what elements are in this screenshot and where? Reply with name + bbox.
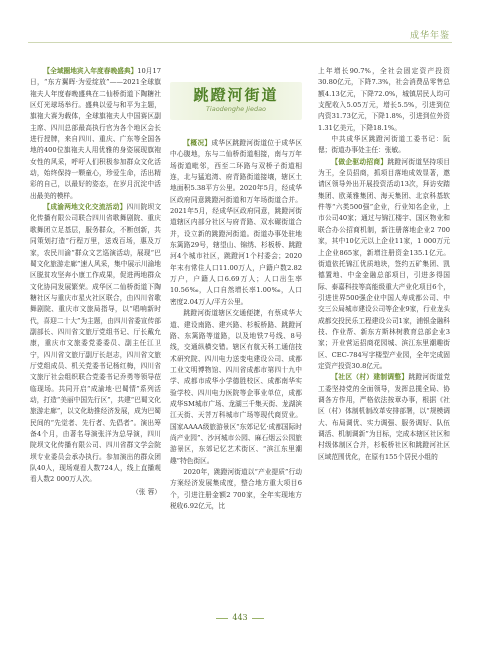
header-rule	[28, 42, 452, 43]
paragraph: 2020年，跳蹬河街道以“产业提质”行动方案经济发展集成度，整合地方重大项目6个，引进注册金额2 700家，全年实现地方税收6.92亿元，比	[170, 467, 302, 510]
author-note: （张 蓉）	[132, 487, 161, 496]
paragraph: 跳蹬河街道辖区交通便捷，有蔡成华大道、建设南路、建兴路、杉板桥路、跳蹬河路、东篱路等道路，以及地铁7号线、8号线，交通纵横交错。辖区有航天科工通信技术研究院、四川电力送变电建设公司、成都工业文明博物馆、四川省成都市第四十九中学、成都市成华小学德胜校区、成都南华实验学校、四川电力医院等企事业单位，成都成华SM城市广场、龙湖三千集天街、龙湖滨江天街、天菩万科城市广场等现代商贸业。国家AAAA级旅游景区“东郊记忆·成都国际时尚产业园”、沙河城市公园、麻石烟云公园旅游景区，东郊记忆艺术街区、“滨江东里潮趣”特色街区。	[170, 309, 302, 465]
article-title-banner	[170, 76, 302, 136]
page-number: 443	[232, 613, 248, 622]
section-heading: 【概况】	[183, 139, 212, 147]
section-heading: 【社区（村）建制调整】	[331, 373, 409, 382]
section-heading: 【成渝两地文化交流活动】	[43, 203, 127, 212]
section-heading: 【全域圈地宾入年度春晚盛典】	[43, 67, 138, 75]
column-middle	[170, 138, 302, 512]
column-left	[30, 66, 161, 498]
article-subtitle: Tiaodenghe Jiedao	[205, 105, 267, 113]
footer-rule-left	[216, 618, 228, 619]
paragraph: 【全域圈地宾入年度春晚盛典】10月17日，“东方翼晖·为爱绽放”——2021全球旗袍夫人年度春晚盛典在二仙桥街道下陶糖社区灯光球场举行。盛典以爱与和平为主题，旗袍大赛为载体，全球旗袍夫人中国赛区副主席、四川总部最高执行官为各个地区会长进行授牌，来自四川、重庆、广东等全国各地的400位旗袍夫人用优雅的身姿展现旗袍女性的风采，呼吁人们积极参加群众文化活动，始终保持一颗童心，珍爱生命，活出精彩的自己，以最好的姿态，在岁月沉淀中活出最美的模样。	[30, 67, 162, 200]
footer-rule-right	[252, 618, 264, 619]
article-title: 跳蹬河街道	[193, 86, 279, 104]
column-right	[318, 66, 450, 463]
paragraph: 【概况】成华区跳蹬河街道位于成华区中心腹地，东与二仙桥街道相接，南与万年场街道毗邻，西至二环路与双桥子街道相连，北与猛追湾、府青路街道接壤，辖区土地面积5.38平方公里。2020年5月，经成华区政府同意跳蹬河街道和万年场街道合并。2021年5月，经成华区政府同意，跳蹬河街道辖区内部分社区与府青路、双水碾街道合并，设立新的跳蹬河街道。街道办事处驻地东篱路29号，辖望山、锦绣、杉板桥、跳蹬河4个城市社区，跳蹬河1个村委会；2020年末有常住人口11.00万人，户籍户数2.82万户，户籍人口6.69万人；人口出生率10.56‰，人口自然增长率1.00‰，人口密度2.04万人/平方公里。	[170, 139, 303, 306]
paragraph: 【做企驱动招商】跳蹬河街道坚持项目为王，全员招商，抓项目落地成效显著，邀请区领导外出开展投资活动13次，拜访安踏集团、欧莱雅集团、海天集团、北京科基软件等“六类500强”企业，行业知名企业，上市公司40家；通过与锦江楼宇、国区物业和联合办公招商机制，新注册落地企业2 700家，其中10亿元以上企业11家，1 000万元上企业865家，新增注册资金135.1亿元。街道依托锦江优质地块，签约五矿集团、凯德置地、中金金融总部项目，引进多得国际、泰嘉科技等高能级重大产业化项目6个，引进世界500强企业中国人寿成都公司、中交三公局城市建设公司等企业9家，行业龙头成都交投民乐工程建设公司1家，浦银金融科技、作业帮、新东方斯林树教育总部企业3家；开业营运招商花园城、滨江东里潮趣街区、CEC-784写字楼型产业园，全年完成固定资产投资30.8亿元。	[318, 157, 451, 370]
page-footer	[0, 613, 480, 622]
running-header: 成华年鉴	[409, 31, 450, 41]
section-heading: 【做企驱动招商】	[331, 157, 388, 166]
paragraph: 【社区（村）建制调整】跳蹬河街道党工委坚持党的全面领导，发挥总揽全局、协调各方作用，严格依法按章办事，根据《社区（村）体制机制改革安排部署，以“规模调大、布局调优、实力调强、服务调好、队伍调活、机制调新”为目标，完成本辖区社区和村级体制区合并，杉板桥社区和跳蹬河社区区域范围优化，在原有155个居民小组的	[318, 373, 451, 461]
paragraph: 【成渝两地文化交流活动】四川院坝文化传播有限公司联合四川省歌舞剧院、重庆歌舞团立足基层，服务群众，不断创新，共同策划打造“行程万里，送戏百场，惠及万家，农民川渝”群众文艺巡演活动，展现“巴蜀文化旅游走廊”速人风采，集中展示川渝地区脱贫攻坚奔小康工作成果，促进两地群众文化协同发展繁荣。成华区二仙桥街道下陶糖社区与重庆市星火社区联合，由四川省歌舞剧院、重庆市文旅局指导，以“唱响新时代，喜迎二十大”为主题，由四川省委宣传部副部长、四川省文旅厅党组书记、厅长戴允康，重庆市文旅委党委委员、副主任江卫宁，四川省文旅厅副厅长赵志，四川省文旅厅党组成员、机关党委书记杨红梅，四川省文旅厅社会组织联合党委书记乔勇等领导莅临现场。共同开启“成渝地·巴蜀情”系列活动，打造“美丽中国先行区”，共建“巴蜀文化旅游走廊”，以文化助推经济发展，成为巴蜀民间的“先觉者、先行者、先倡者”。演出筹备4个月，由著名导演张洋为总导演，四川院坝文化传播有限公司、四川省群文学会院坝专业委员会承办执行。参加演出的群众团队40人，现场观看人数724人，线上直播观看人数2 000万人次。	[30, 203, 162, 484]
paragraph: 中共成华区跳蹬河街道工委书记：阮偲；街道办事处主任：张敏。	[318, 135, 450, 155]
paragraph: 上年增长90.7%，全社会固定资产投资30.80亿元，下降7.3%，社会消费品零售总额4.13亿元，下降72.0%，城镇居民人均可支配收入5.05万元，增长5.5%，引进到位内资31.73亿元，下降1.8%，引进到位外资1.31亿美元，下降18.1%。	[318, 67, 450, 132]
